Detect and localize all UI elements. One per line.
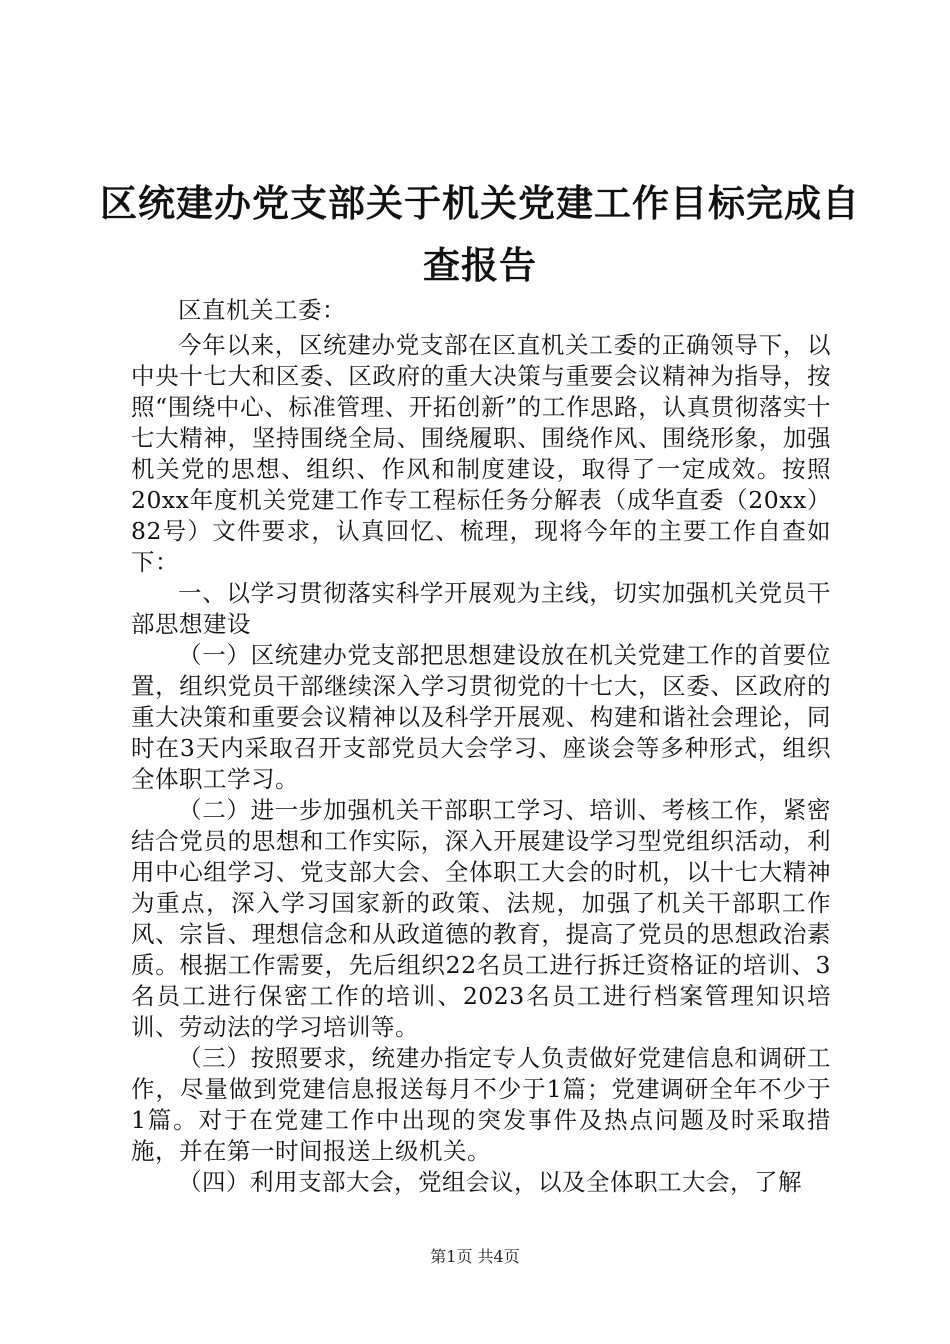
paragraph-intro: 今年以来，区统建办党支部在区直机关工委的正确领导下，以中央十七大和区委、区政府的重大决策与重要会议精神为指导，按照“围绕中心、标准管理、开拓创新”的工作思路，认真贯彻落实十七大精神，坚持围绕全局、围绕履职、围绕作风、围绕形象，加强机关党的思想、组织、作风和制度建设，取得了一定成效。按照20xx年度机关党建工作专工程标任务分解表（成华直委（20xx）82号）文件要求，认真回忆、梳理，现将今年的主要工作自查如下： <box>131 331 831 576</box>
document-body <box>131 295 831 1198</box>
document-title: 区统建办党支部关于机关党建工作目标完成自查报告 <box>100 181 860 287</box>
paragraph-item-3: （三）按照要求，统建办指定专人负责做好党建信息和调研工作，尽量做到党建信息报送每月不少于1篇；党建调研全年不少于1篇。对于在党建工作中出现的突发事件及热点问题及时采取措施，并在第一时间报送上级机关。 <box>131 1044 831 1165</box>
paragraph-item-1: （一）区统建办党支部把思想建设放在机关党建工作的首要位置，组织党员干部继续深入学习贯彻党的十七大，区委、区政府的重大决策和重要会议精神以及科学开展观、构建和谐社会理论，同时在3天内采取召开支部党员大会学习、座谈会等多种形式，组织全体职工学习。 <box>131 641 831 793</box>
salutation: 区直机关工委： <box>178 296 346 324</box>
section-heading-1: 一、以学习贯彻落实科学开展观为主线，切实加强机关党员干部思想建设 <box>131 579 831 638</box>
paragraph-item-4: （四）利用支部大会，党组会议，以及全体职工大会，了解 <box>178 1168 802 1196</box>
page-number-footer: 第1页 共4页 <box>430 1247 520 1266</box>
paragraph-item-2: （二）进一步加强机关干部职工学习、培训、考核工作，紧密结合党员的思想和工作实际，深入开展建设学习型党组织活动，利用中心组学习、党支部大会、全体职工大会的时机，以十七大精神为重点，深入学习国家新的政策、法规，加强了机关干部职工作风、宗旨、理想信念和从政道德的教育，提高了党员的思想政治素质。根据工作需要，先后组织22名员工进行拆迁资格证的培训、3名员工进行保密工作的培训、2023名员工进行档案管理知识培训、劳动法的学习培训等。 <box>131 796 831 1041</box>
